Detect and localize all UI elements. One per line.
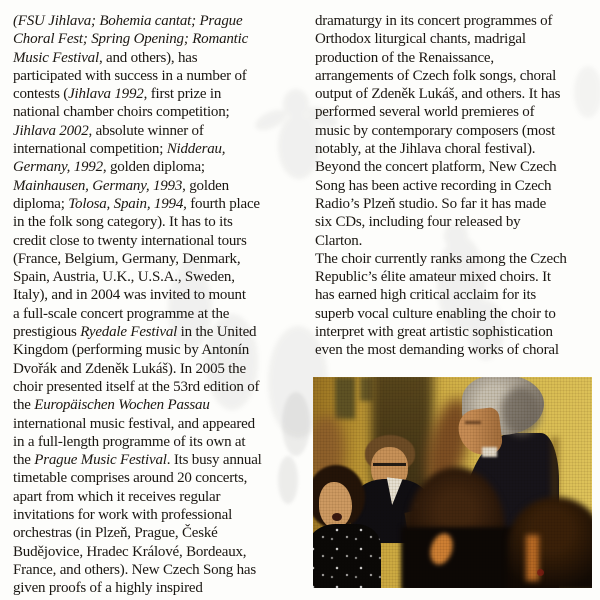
text-segment: apart from which it receives regular: [13, 488, 221, 505]
text-line: [315, 85, 598, 103]
text-segment-italic: Jihlava 2002: [13, 122, 89, 139]
text-column-right: [315, 12, 598, 360]
text-segment: six CDs, including four released by: [315, 214, 521, 231]
text-segment: , first prize in: [143, 86, 222, 103]
text-line: [13, 195, 311, 213]
text-segment: Spain, Austria, U.K., U.S.A., Sweden,: [13, 269, 235, 286]
text-segment: Italy), and in 2004 was invited to mount: [13, 287, 246, 304]
text-line: [13, 30, 311, 48]
text-line: [13, 561, 311, 579]
text-segment-italic: Music Festival: [13, 49, 99, 66]
text-segment: performed several world premieres of: [315, 104, 535, 121]
text-line: [13, 158, 311, 176]
text-line: [315, 140, 598, 158]
text-segment: production of the Renaissance,: [315, 49, 494, 66]
text-segment: a full-scale concert programme at the: [13, 305, 230, 322]
text-line: [13, 433, 311, 451]
text-segment: Budějovice, Hradec Králové, Bordeaux,: [13, 543, 247, 560]
text-line: [315, 250, 598, 268]
text-line: [13, 103, 311, 121]
concert-photo: [313, 377, 592, 588]
text-column-left: [13, 12, 311, 598]
photo-halftone-texture: [313, 377, 592, 588]
text-line: [13, 396, 311, 414]
text-segment-italic: Ryedale Festival: [80, 324, 178, 341]
text-segment-italic: Tolosa, Spain, 1994: [68, 195, 184, 212]
text-line: [13, 140, 311, 158]
text-segment: , golden: [182, 177, 229, 194]
text-segment: Dvořák and Zdeněk Lukáš). In 2005 the: [13, 360, 246, 377]
text-segment: orchestras (in Plzeň, Prague, České: [13, 525, 218, 542]
text-segment: given proofs of a highly inspired: [13, 580, 203, 597]
text-line: [13, 415, 311, 433]
text-line: [315, 122, 598, 140]
text-segment: has earned high critical acclaim for its: [315, 287, 537, 304]
text-segment-italic: Mainhausen, Germany, 1993: [13, 177, 183, 194]
text-segment: invitations for work with professional: [13, 507, 233, 524]
text-line: [315, 213, 598, 231]
text-line: [13, 579, 311, 597]
text-segment: in the United: [177, 324, 257, 341]
text-line: [13, 250, 311, 268]
text-segment: dramaturgy in its concert programmes of: [315, 13, 553, 29]
text-segment: contests (: [13, 86, 69, 103]
text-segment: music by contemporary composers (most: [315, 122, 556, 139]
text-line: [13, 67, 311, 85]
text-segment: Republic’s élite amateur mixed choirs. It: [315, 269, 551, 286]
text-line: [13, 232, 311, 250]
text-segment: notably, at the Jihlava choral festival).: [315, 141, 536, 158]
text-segment-italic: Europäischen Wochen Passau: [34, 397, 210, 414]
text-line: [315, 268, 598, 286]
text-line: [315, 158, 598, 176]
text-line: [13, 451, 311, 469]
text-line: [315, 177, 598, 195]
text-line: [13, 213, 311, 231]
text-segment-italic: Germany, 1992: [13, 159, 103, 176]
text-line: [315, 103, 598, 121]
text-segment: participated with success in a number of: [13, 67, 247, 84]
text-segment: the: [13, 397, 35, 414]
text-line: [13, 286, 311, 304]
text-segment: diploma;: [13, 195, 69, 212]
text-line: [315, 305, 598, 323]
text-line: [13, 305, 311, 323]
text-segment: The choir currently ranks among the Czech: [315, 250, 567, 267]
text-line: [315, 232, 598, 250]
text-segment: superb vocal culture enabling the choir to: [315, 305, 556, 322]
text-segment: , absolute winner of: [88, 122, 204, 139]
text-segment: in the folk song category). It has to its: [13, 214, 233, 231]
text-line: [315, 67, 598, 85]
text-segment-italic: Prague Music Festival: [34, 452, 167, 469]
text-line: [13, 469, 311, 487]
text-segment-italic: Choral Fest; Spring Opening; Romantic: [13, 31, 249, 48]
text-segment: Kingdom (performing music by Antonín: [13, 342, 250, 359]
text-segment: Orthodox liturgical chants, madrigal: [315, 31, 526, 48]
text-segment: the: [13, 452, 35, 469]
text-segment: Beyond the concert platform, New Czech: [315, 159, 557, 176]
text-line: [13, 85, 311, 103]
text-line: [13, 543, 311, 561]
text-segment: Clarton.: [315, 232, 363, 249]
text-segment: credit close to twenty international tours: [13, 232, 247, 249]
text-segment-italic: Nidderau,: [166, 141, 226, 158]
text-line: [13, 49, 311, 67]
text-segment: output of Zdeněk Lukáš, and others. It has: [315, 86, 561, 103]
text-line: [315, 286, 598, 304]
text-line: [315, 341, 598, 359]
text-line: [13, 524, 311, 542]
text-segment: (France, Belgium, Germany, Denmark,: [13, 250, 241, 267]
text-segment: even the most demanding works of choral: [315, 342, 559, 359]
text-line: [13, 323, 311, 341]
text-segment: arrangements of Czech folk songs, choral: [315, 67, 557, 84]
text-segment: choir presented itself at the 53rd edition of: [13, 378, 260, 395]
text-line: [315, 30, 598, 48]
text-line: [13, 488, 311, 506]
text-line: [13, 12, 311, 30]
text-segment-italic: Jihlava 1992: [68, 86, 144, 103]
text-segment: international competition;: [13, 141, 167, 158]
text-line: [13, 122, 311, 140]
text-segment: , golden diploma;: [102, 159, 205, 176]
text-segment: interpret with great artistic sophistication: [315, 324, 553, 341]
text-segment: , fourth place: [183, 195, 260, 212]
text-segment: Song has been active recording in Czech: [315, 177, 552, 194]
text-segment: France, and others). New Czech Song has: [13, 561, 256, 578]
text-segment: international music festival, and appeared: [13, 415, 255, 432]
text-segment-italic: (FSU Jihlava; Bohemia cantat; Prague: [13, 13, 243, 29]
text-segment: . Its busy annual: [166, 452, 262, 469]
text-line: [13, 177, 311, 195]
text-line: [13, 341, 311, 359]
text-line: [13, 360, 311, 378]
text-line: [315, 12, 598, 30]
text-line: [315, 49, 598, 67]
text-line: [13, 268, 311, 286]
text-line: [315, 195, 598, 213]
text-segment: prestigious: [13, 324, 81, 341]
text-segment: in a full-length programme of its own at: [13, 433, 246, 450]
text-line: [13, 378, 311, 396]
text-line: [13, 506, 311, 524]
text-segment: timetable comprises around 20 concerts,: [13, 470, 248, 487]
text-segment: Radio’s Plzeň studio. So far it has made: [315, 195, 547, 212]
text-segment: national chamber choirs competition;: [13, 104, 230, 121]
text-segment: , and others), has: [98, 49, 198, 66]
text-line: [315, 323, 598, 341]
